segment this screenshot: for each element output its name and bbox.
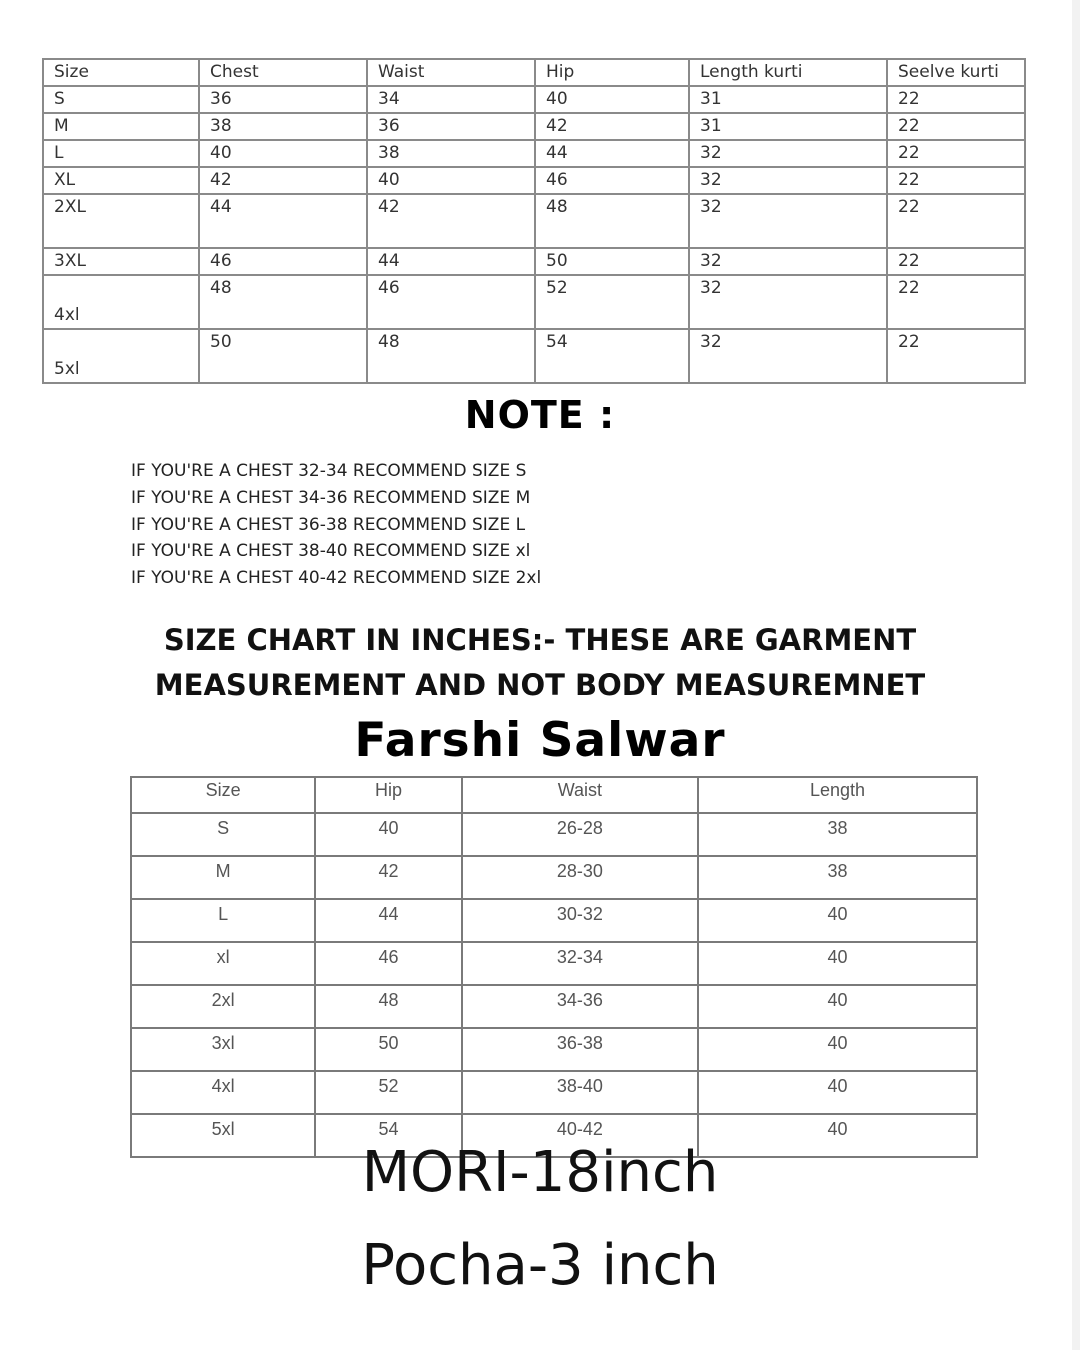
cell: 30-32	[462, 899, 698, 942]
table-row	[131, 1028, 977, 1071]
cell: L	[43, 140, 199, 167]
cell: 36	[199, 86, 367, 113]
cell: 3XL	[43, 248, 199, 275]
header-cell: Waist	[462, 777, 698, 813]
cell: 40	[698, 1071, 977, 1114]
cell: 38	[367, 140, 535, 167]
cell: 40	[698, 942, 977, 985]
header-cell: Length	[698, 777, 977, 813]
cell: 3xl	[131, 1028, 315, 1071]
cell: 44	[199, 194, 367, 248]
cell: 50	[535, 248, 689, 275]
cell: 38	[698, 856, 977, 899]
table-header-row	[43, 59, 1025, 86]
cell: 48	[535, 194, 689, 248]
cell: 44	[367, 248, 535, 275]
cell: 32	[689, 194, 887, 248]
cell: 4xl	[43, 275, 199, 329]
cell: 34-36	[462, 985, 698, 1028]
note-line: IF YOU'RE A CHEST 32-34 RECOMMEND SIZE S	[131, 461, 527, 481]
note-line: IF YOU'RE A CHEST 36-38 RECOMMEND SIZE L	[131, 514, 526, 535]
cell: 34	[367, 86, 535, 113]
cell: 40	[698, 1114, 977, 1157]
pocha-measurement: Pocha-3 inch	[361, 1233, 719, 1298]
cell: 44	[315, 899, 461, 942]
cell: S	[131, 813, 315, 856]
cell: 32-34	[462, 942, 698, 985]
cell: 31	[689, 86, 887, 113]
cell: 46	[315, 942, 461, 985]
cell: 46	[367, 275, 535, 329]
cell: 42	[535, 113, 689, 140]
cell: 4xl	[131, 1071, 315, 1114]
cell: 46	[199, 248, 367, 275]
cell: 5xl	[131, 1114, 315, 1157]
cell: 22	[887, 248, 1025, 275]
cell: 36-38	[462, 1028, 698, 1071]
cell: 22	[887, 113, 1025, 140]
cell: 2XL	[43, 194, 199, 248]
cell: 50	[315, 1028, 461, 1071]
cell: 22	[887, 275, 1025, 329]
cell: S	[43, 86, 199, 113]
cell: 52	[535, 275, 689, 329]
cell: 22	[887, 86, 1025, 113]
note-title: NOTE :	[464, 393, 616, 437]
header-cell: Hip	[315, 777, 461, 813]
table-header-row	[131, 777, 977, 813]
cell: 40	[698, 899, 977, 942]
cell: 42	[367, 194, 535, 248]
cell: 40	[367, 167, 535, 194]
cell: M	[131, 856, 315, 899]
cell: 32	[689, 275, 887, 329]
cell: 48	[315, 985, 461, 1028]
cell: 50	[199, 329, 367, 383]
cell: 2xl	[131, 985, 315, 1028]
size-chart-heading	[0, 618, 1080, 708]
cell: 40	[315, 813, 461, 856]
header-cell: Size	[43, 59, 199, 86]
header-cell: Waist	[367, 59, 535, 86]
header-cell: Size	[131, 777, 315, 813]
cell: xl	[131, 942, 315, 985]
table-row	[43, 140, 1025, 167]
cell: 36	[367, 113, 535, 140]
cell: 40-42	[462, 1114, 698, 1157]
cell: 22	[887, 329, 1025, 383]
cell: 38	[199, 113, 367, 140]
table-row	[131, 985, 977, 1028]
cell: 40	[698, 985, 977, 1028]
kurti-size-table	[42, 58, 1026, 384]
cell: L	[131, 899, 315, 942]
table-row	[131, 899, 977, 942]
table-row	[43, 113, 1025, 140]
cell: 40	[535, 86, 689, 113]
salwar-title: Farshi Salwar	[354, 713, 726, 768]
header-cell: Chest	[199, 59, 367, 86]
cell: 48	[199, 275, 367, 329]
table-row	[131, 813, 977, 856]
header-cell: Length kurti	[689, 59, 887, 86]
cell: 46	[535, 167, 689, 194]
table-row	[131, 1071, 977, 1114]
heading-line: MEASUREMENT AND NOT BODY MEASUREMNET	[154, 668, 926, 702]
cell: 5xl	[43, 329, 199, 383]
salwar-size-table	[130, 776, 978, 1158]
note-line: IF YOU'RE A CHEST 38-40 RECOMMEND SIZE xl	[131, 541, 531, 562]
cell: 42	[199, 167, 367, 194]
cell: 28-30	[462, 856, 698, 899]
header-cell: Seelve kurti	[887, 59, 1025, 86]
table-row	[131, 856, 977, 899]
cell: XL	[43, 167, 199, 194]
note-line: IF YOU'RE A CHEST 34-36 RECOMMEND SIZE M	[131, 487, 531, 508]
table-row	[43, 194, 1025, 248]
header-cell: Hip	[535, 59, 689, 86]
note-line: IF YOU'RE A CHEST 40-42 RECOMMEND SIZE 2xl	[131, 568, 542, 589]
mori-measurement: MORI-18inch	[361, 1140, 719, 1205]
cell: 31	[689, 113, 887, 140]
cell: 22	[887, 140, 1025, 167]
cell: 32	[689, 248, 887, 275]
cell: M	[43, 113, 199, 140]
heading-line: SIZE CHART IN INCHES:- THESE ARE GARMENT	[163, 623, 917, 657]
cell: 32	[689, 140, 887, 167]
cell: 54	[315, 1114, 461, 1157]
cell: 40	[698, 1028, 977, 1071]
table-row	[43, 167, 1025, 194]
cell: 38-40	[462, 1071, 698, 1114]
cell: 52	[315, 1071, 461, 1114]
cell: 32	[689, 167, 887, 194]
cell: 42	[315, 856, 461, 899]
table-row	[43, 86, 1025, 113]
table-row	[131, 942, 977, 985]
cell: 32	[689, 329, 887, 383]
cell: 48	[367, 329, 535, 383]
table-row	[43, 275, 1025, 329]
note-list	[131, 458, 541, 592]
cell: 40	[199, 140, 367, 167]
table-row	[43, 329, 1025, 383]
cell: 54	[535, 329, 689, 383]
cell: 22	[887, 167, 1025, 194]
cell: 26-28	[462, 813, 698, 856]
cell: 44	[535, 140, 689, 167]
table-row	[43, 248, 1025, 275]
cell: 22	[887, 194, 1025, 248]
cell: 38	[698, 813, 977, 856]
